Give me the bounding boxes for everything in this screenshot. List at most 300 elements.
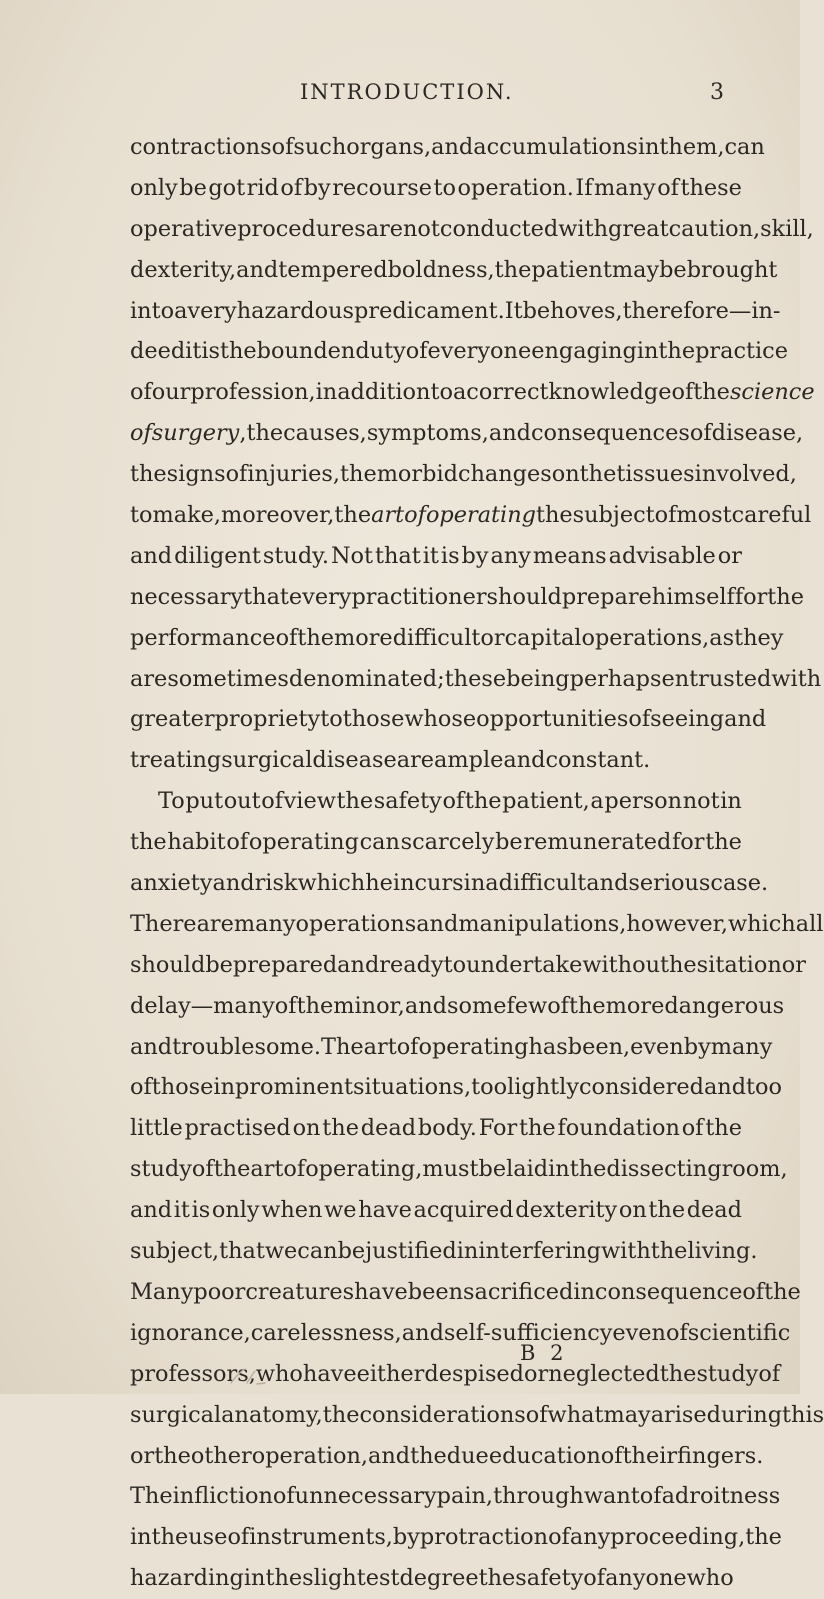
word: dexterity — [515, 1197, 618, 1224]
word: to — [430, 379, 453, 406]
word: capital — [504, 624, 582, 651]
word: of — [274, 992, 297, 1019]
word: the — [220, 338, 257, 365]
word: subject, — [130, 1238, 220, 1265]
word: got — [208, 174, 246, 201]
word: and — [431, 134, 474, 160]
word: have — [354, 1278, 408, 1305]
text-line — [130, 1517, 782, 1558]
word: very — [187, 297, 237, 324]
word: Not — [330, 542, 374, 569]
word: difficult — [392, 624, 481, 651]
word: in — [637, 134, 660, 160]
word: of — [654, 502, 677, 529]
word: operations, — [581, 624, 710, 651]
word: remunerated — [523, 829, 672, 856]
word: the — [579, 461, 617, 488]
text-line — [130, 127, 765, 168]
word: who — [686, 1565, 734, 1592]
word: of — [742, 1278, 765, 1305]
word: contractions — [130, 134, 272, 160]
word: of — [280, 174, 303, 201]
word: has — [528, 1033, 568, 1060]
word: been — [407, 1278, 464, 1305]
word: operating, — [305, 1156, 423, 1183]
word: of — [689, 420, 712, 447]
word: many — [710, 1033, 773, 1060]
word: we — [324, 1197, 357, 1224]
word: more — [334, 624, 393, 651]
word: practitioner — [351, 583, 487, 610]
text-line — [130, 945, 806, 986]
word: education — [488, 1442, 601, 1469]
word: is — [440, 542, 460, 569]
word: pain, — [436, 1483, 494, 1510]
word: are — [130, 665, 168, 692]
word: to — [320, 706, 343, 733]
word: deed — [130, 338, 186, 365]
word: consequence — [594, 1278, 743, 1305]
word: in — [720, 788, 742, 815]
word: and — [212, 870, 255, 897]
word: predicament. — [354, 297, 505, 324]
word: those — [342, 706, 405, 733]
word: as — [709, 624, 735, 651]
word: difficult — [498, 870, 587, 897]
ink-smudge — [225, 1365, 285, 1387]
word: of — [226, 829, 249, 856]
word: want — [583, 1483, 640, 1510]
word: constant. — [545, 747, 651, 774]
word: and — [236, 256, 279, 283]
word: the — [322, 1401, 360, 1428]
word: the — [478, 1565, 516, 1592]
word: every — [427, 338, 491, 365]
word: dangerous — [664, 992, 785, 1019]
word: only — [130, 174, 178, 201]
word: and — [703, 1074, 747, 1101]
word: of — [271, 134, 294, 160]
word: operating — [425, 502, 536, 529]
text-line — [130, 1558, 742, 1599]
word: and — [586, 870, 629, 897]
word: degree — [399, 1565, 479, 1592]
word: put — [185, 788, 224, 815]
word: study. — [262, 542, 329, 569]
word: for — [734, 583, 768, 610]
word: troublesome. — [172, 1033, 322, 1060]
word: without — [582, 951, 670, 978]
word: prominent — [235, 1074, 354, 1101]
word: of — [396, 1033, 419, 1060]
word: the — [296, 992, 334, 1019]
word: prepare — [561, 583, 652, 610]
word: manipulations, — [458, 910, 627, 937]
word: professors, — [130, 1360, 256, 1387]
word: little — [130, 1115, 183, 1142]
word: delay—many — [130, 992, 275, 1019]
word: body. — [417, 1115, 477, 1142]
word: dead — [686, 1197, 742, 1224]
word: acquired — [413, 1197, 514, 1224]
word: can — [359, 829, 400, 856]
word: perhaps — [569, 665, 662, 692]
word: subject — [572, 502, 655, 529]
word: in — [213, 1074, 236, 1101]
text-line — [130, 209, 814, 250]
word: of — [639, 1483, 662, 1510]
word: by — [461, 542, 489, 569]
word: case. — [710, 870, 769, 897]
word: most — [676, 502, 732, 529]
word: undertake — [466, 951, 583, 978]
word: of — [657, 174, 679, 201]
word: sometimes — [167, 665, 289, 692]
word: of — [261, 788, 284, 815]
word: lightly — [507, 1074, 579, 1101]
word: operations — [295, 910, 417, 937]
word: hazarding — [130, 1565, 244, 1592]
word: any — [605, 1565, 646, 1592]
running-title: INTRODUCTION. — [300, 80, 514, 104]
word: are — [396, 747, 435, 774]
word: such — [293, 134, 347, 160]
word: and — [368, 1442, 411, 1469]
word: are — [196, 910, 234, 937]
word: and — [130, 1033, 173, 1060]
word: morbid — [376, 461, 458, 488]
word: not — [682, 788, 720, 815]
word: the — [265, 1565, 303, 1592]
word: disease — [312, 747, 397, 774]
word: The — [130, 1483, 173, 1510]
word: one — [645, 1565, 687, 1592]
text-line — [130, 291, 781, 332]
word: every — [288, 583, 352, 610]
word: of — [130, 420, 152, 447]
word: and — [130, 542, 173, 569]
word: of — [525, 1401, 548, 1428]
word: must — [422, 1156, 479, 1183]
word: advisable — [608, 542, 716, 569]
word: practice — [695, 338, 788, 365]
word: patient, — [502, 788, 590, 815]
word: one — [490, 338, 532, 365]
word: of — [665, 1319, 688, 1346]
word: art — [250, 1156, 284, 1183]
word: carelessness, — [250, 1319, 402, 1346]
word: be — [205, 951, 233, 978]
word: and — [488, 420, 531, 447]
word: addition — [337, 379, 431, 406]
word: the — [705, 1115, 742, 1142]
word: knowledge — [548, 379, 672, 406]
word: is — [191, 1197, 211, 1224]
word: too — [746, 1074, 783, 1101]
word: anatomy, — [221, 1401, 323, 1428]
word: interfering — [478, 1238, 602, 1265]
word: in — [573, 1278, 595, 1305]
word: of — [547, 992, 569, 1019]
word: in — [463, 870, 486, 897]
word: be — [659, 256, 687, 283]
word: conducted — [439, 215, 559, 242]
word: even — [612, 1319, 666, 1346]
word: operating — [418, 1033, 529, 1060]
word: opportunities — [476, 706, 629, 733]
word: in — [243, 1565, 266, 1592]
word: all — [795, 910, 824, 937]
word: surgery — [151, 420, 240, 447]
word: of — [671, 379, 694, 406]
word: self-sufficiency — [443, 1319, 613, 1346]
word: some — [447, 992, 507, 1019]
word: of — [227, 1524, 250, 1551]
word: a — [452, 379, 467, 406]
word: dexterity, — [130, 256, 237, 283]
word: of — [600, 1442, 623, 1469]
word: and — [416, 910, 459, 937]
word: the — [767, 583, 804, 610]
word: by — [683, 1033, 711, 1060]
word: use — [188, 1524, 228, 1551]
word: for — [672, 829, 705, 856]
word: should — [130, 951, 206, 978]
text-line — [130, 1190, 742, 1231]
text-line — [130, 1476, 781, 1517]
text-line — [130, 1027, 773, 1068]
word: a — [590, 788, 604, 815]
word: in — [456, 1238, 479, 1265]
word: of — [405, 338, 428, 365]
text-line — [130, 536, 742, 577]
word: moreover, — [221, 502, 335, 529]
word: and — [130, 1197, 173, 1224]
word: adroitness — [661, 1483, 781, 1510]
word: symptoms, — [366, 420, 489, 447]
word: however, — [626, 910, 728, 937]
word: or — [130, 1442, 155, 1469]
word: may — [611, 256, 660, 283]
word: of — [272, 1483, 295, 1510]
word: situations, — [353, 1074, 472, 1101]
text-line — [130, 904, 824, 945]
word: the — [519, 1115, 556, 1142]
word: operative — [130, 215, 238, 242]
word: protraction — [419, 1524, 549, 1551]
word: of — [225, 461, 248, 488]
word: to — [443, 951, 467, 978]
word: into — [130, 297, 175, 324]
word: causes, — [283, 420, 367, 447]
word: ; — [437, 665, 445, 692]
word: disease, — [711, 420, 804, 447]
word: science — [729, 379, 815, 406]
word: which — [728, 910, 796, 937]
word: safety — [515, 1565, 584, 1592]
word: other — [190, 1442, 252, 1469]
word: the — [130, 461, 167, 488]
word: correct — [466, 379, 549, 406]
word: serious — [628, 870, 711, 897]
word: should — [486, 583, 562, 610]
word: these — [444, 665, 507, 692]
word: sacrificed — [463, 1278, 574, 1305]
word: he — [365, 870, 393, 897]
word: ample — [434, 747, 504, 774]
text-line — [130, 495, 812, 536]
word: arise — [650, 1401, 707, 1428]
word: organs, — [346, 134, 432, 160]
word: profession, — [190, 379, 316, 406]
word: during — [706, 1401, 783, 1428]
word: of — [442, 788, 465, 815]
word: any — [569, 1524, 611, 1551]
word: bounden — [256, 338, 356, 365]
word: behoves, — [522, 297, 623, 324]
word: great — [608, 215, 669, 242]
word: the — [568, 992, 606, 1019]
text-line — [130, 1313, 791, 1354]
page-header — [0, 80, 800, 110]
word: being — [506, 665, 570, 692]
word: that — [375, 542, 421, 569]
word: the — [494, 256, 532, 283]
word: the — [130, 829, 167, 856]
word: operation. — [457, 174, 574, 201]
word: many — [233, 910, 296, 937]
word: make, — [152, 502, 222, 529]
word: can — [297, 1238, 338, 1265]
word: we — [264, 1238, 298, 1265]
word: or — [717, 542, 742, 569]
word: may — [603, 1401, 651, 1428]
word: incurs — [392, 870, 464, 897]
word: more — [605, 992, 665, 1019]
word: treating — [130, 747, 222, 774]
word: therefore—in- — [622, 297, 781, 324]
word: the — [464, 788, 502, 815]
word: careful — [731, 502, 812, 529]
word: of — [628, 706, 651, 733]
word: to — [433, 174, 457, 201]
word: To — [158, 788, 185, 815]
word: by — [303, 174, 331, 201]
word: the — [658, 338, 696, 365]
word: of — [404, 502, 426, 529]
word: due — [446, 1442, 489, 1469]
word: of — [130, 379, 152, 406]
word: on — [551, 461, 580, 488]
word: neglected — [548, 1360, 660, 1387]
word: view — [283, 788, 336, 815]
word: in — [130, 1524, 152, 1551]
word: when — [261, 1197, 323, 1224]
word: by — [392, 1524, 420, 1551]
word: the — [297, 624, 335, 651]
word: or — [524, 1360, 549, 1387]
word: proceeding, — [610, 1524, 746, 1551]
word: dead — [360, 1115, 417, 1142]
word: through — [493, 1483, 584, 1510]
word: of — [758, 1360, 781, 1387]
word: and — [337, 951, 380, 978]
text-line — [130, 659, 822, 700]
text-line — [130, 822, 742, 863]
word: it — [173, 1197, 190, 1224]
word: too — [471, 1074, 508, 1101]
word: considered — [578, 1074, 704, 1101]
word: fingers. — [677, 1442, 764, 1469]
word: been, — [567, 1033, 631, 1060]
word: the — [410, 1442, 447, 1469]
text-line — [130, 168, 742, 209]
word: the — [745, 1524, 782, 1551]
word: and — [503, 747, 546, 774]
text-line — [130, 618, 784, 659]
word: the — [535, 502, 573, 529]
text-line — [130, 577, 804, 618]
word: hesitation — [669, 951, 782, 978]
word: even — [630, 1033, 684, 1060]
word: involved, — [694, 461, 797, 488]
word: is — [201, 338, 220, 365]
word: and — [724, 706, 767, 733]
word: the — [246, 420, 284, 447]
word: consequences — [530, 420, 690, 447]
word: anxiety — [130, 870, 213, 897]
word: creatures — [245, 1278, 355, 1305]
text-line — [130, 454, 797, 495]
word: they — [734, 624, 784, 651]
word: seeing — [650, 706, 725, 733]
word: If — [575, 174, 593, 201]
word: art — [371, 502, 405, 529]
word: necessary — [130, 583, 244, 610]
word: minor, — [333, 992, 405, 1019]
word: propriety — [214, 706, 321, 733]
word: the — [154, 1442, 191, 1469]
word: on — [292, 1115, 321, 1142]
text-line — [130, 1436, 764, 1477]
word: the — [650, 1238, 688, 1265]
word: with — [601, 1238, 651, 1265]
word: the — [569, 1156, 607, 1183]
word: in — [636, 338, 659, 365]
word: or — [480, 624, 505, 651]
word: accumulations — [473, 134, 638, 160]
word: that — [219, 1238, 265, 1265]
word: procedures — [237, 215, 366, 242]
word: There — [130, 910, 197, 937]
word: , — [239, 420, 247, 447]
word: instruments, — [249, 1524, 393, 1551]
word: Many — [130, 1278, 194, 1305]
word: that — [243, 583, 289, 610]
word: entrusted — [661, 665, 772, 692]
text-line — [130, 699, 767, 740]
word: of — [275, 624, 298, 651]
word: prepared — [232, 951, 338, 978]
word: room, — [721, 1156, 788, 1183]
text-line — [130, 1395, 824, 1436]
word: risk — [254, 870, 298, 897]
word: practised — [184, 1115, 291, 1142]
word: study — [130, 1156, 192, 1183]
word: or — [781, 951, 806, 978]
word: tempered — [278, 256, 388, 283]
word: on — [618, 1197, 647, 1224]
